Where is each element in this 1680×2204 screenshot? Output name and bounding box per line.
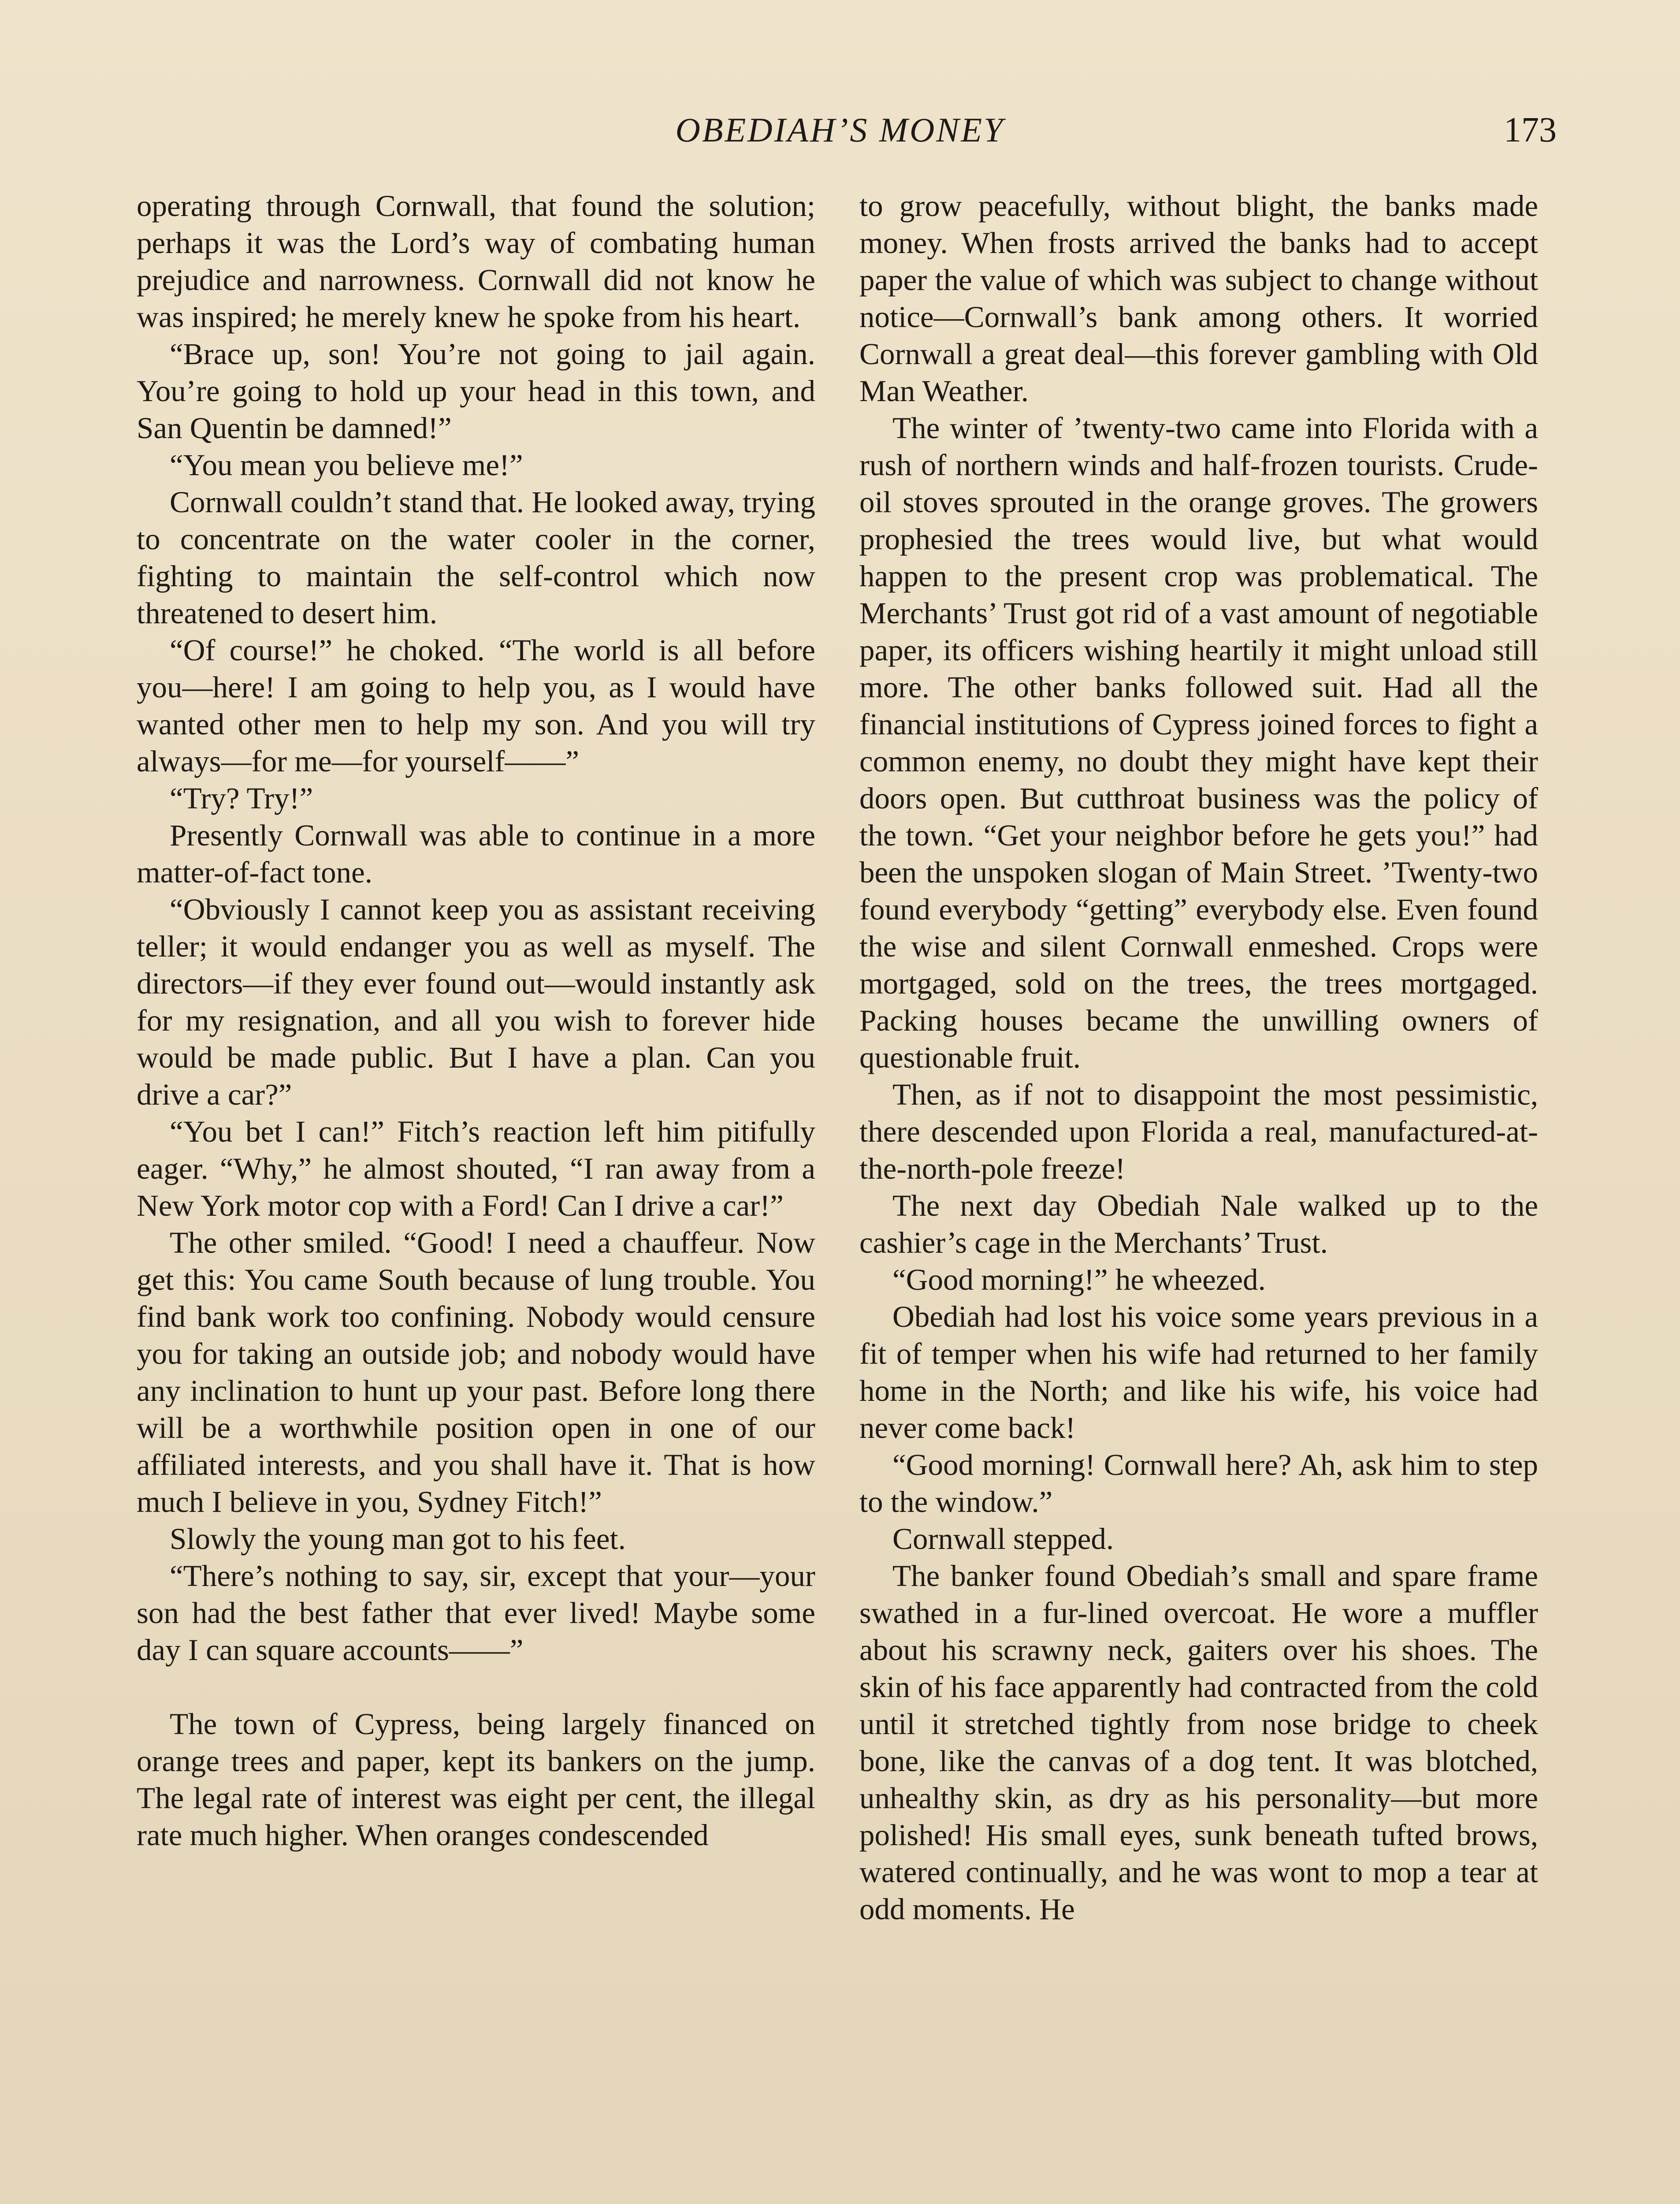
- paragraph: Cornwall stepped.: [892, 1522, 1114, 1556]
- page-number: 173: [1504, 111, 1557, 149]
- paragraph: “Brace up, son! You’re not going to jail again. You’re going to hold up your head in this town, and San Quentin be damned!”: [137, 337, 815, 445]
- paragraph: Then, as if not to disappoint the most pessimistic, there descended upon Florida a real, manufactured-at-the-north-pole freeze!: [859, 1078, 1538, 1185]
- paragraph: “Of course!” he choked. “The world is all before you—here! I am going to help you, as I would have wanted other men to help my son. And you will try always—for me—for yourself——”: [137, 633, 815, 778]
- paragraph: “You bet I can!” Fitch’s reaction left him pitifully eager. “Why,” he almost shouted, “I ran away from a New York motor cop with a Ford! Can I drive a car!”: [137, 1115, 815, 1222]
- paragraph: The other smiled. “Good! I need a chauffeur. Now get this: You came South because of lung trouble. You find bank work too confining. Nobody would censure you for taking an outside job; and nobody would have any inclination to hunt up your past. Before long there will be a worthwhile position open in one of our affiliated interests, and you shall have it. That is how much I believe in you, Sydney Fitch!”: [137, 1226, 815, 1519]
- paragraph: The banker found Obediah’s small and spare frame swathed in a fur-lined overcoat. He wore a muffler about his scrawny neck, gaiters over his shoes. The skin of his face apparently had contracted from the cold until it stretched tightly from nose bridge to cheek bone, like the canvas of a dog tent. It was blotched, unhealthy skin, as dry as his personality—but more polished! His small eyes, sunk beneath tufted brows, watered continually, and he was wont to mop a tear at odd moments. He: [859, 1559, 1538, 1926]
- paragraph: to grow peacefully, without blight, the banks made money. When frosts arrived the banks had to accept paper the value of which was subject to change without notice—Cornwall’s bank among others. It worried Cornwall a great deal—this forever gambling with Old Man Weather.: [859, 189, 1538, 408]
- page-header: [132, 110, 1557, 168]
- running-title: OBEDIAH’S MONEY: [675, 111, 1005, 149]
- paragraph: “You mean you believe me!”: [170, 448, 523, 482]
- right-column: [859, 187, 1538, 2204]
- paragraph: The winter of ’twenty-two came into Florida with a rush of northern winds and half-frozen tourists. Crude-oil stoves sprouted in the orange groves. The growers prophesied the trees would live, but what would happen to the present crop was problematical. The Merchants’ Trust got rid of a vast amount of negotiable paper, its officers wishing heartily it might unload still more. The other banks followed suit. Had all the financial institutions of Cypress joined forces to fight a common enemy, no doubt they might have kept their doors open. But cutthroat business was the policy of the town. “Get your neighbor before he gets you!” had been the unspoken slogan of Main Street. ’Twenty-two found everybody “getting” everybody else. Even found the wise and silent Cornwall enmeshed. Crops were mortgaged, sold on the trees, the trees mortgaged. Packing houses became the unwilling owners of questionable fruit.: [859, 411, 1538, 1074]
- paragraph: Presently Cornwall was able to continue in a more matter-of-fact tone.: [137, 819, 815, 889]
- paragraph: “Try? Try!”: [170, 782, 313, 815]
- paragraph: Obediah had lost his voice some years previous in a fit of temper when his wife had returned to her family home in the North; and like his wife, his voice had never come back!: [859, 1300, 1538, 1445]
- paragraph: The next day Obediah Nale walked up to the cashier’s cage in the Merchants’ Trust.: [859, 1189, 1538, 1259]
- paragraph: “There’s nothing to say, sir, except that your—your son had the best father that ever lived! Maybe some day I can square accounts——”: [137, 1559, 815, 1667]
- paragraph: “Good morning! Cornwall here? Ah, ask him to step to the window.”: [859, 1448, 1538, 1519]
- paragraph: Cornwall couldn’t stand that. He looked away, trying to concentrate on the water cooler in the corner, fighting to maintain the self-control which now threatened to desert him.: [137, 485, 815, 630]
- paragraph: “Obviously I cannot keep you as assistant receiving teller; it would endanger you as well as myself. The directors—if they ever found out—would instantly ask for my resignation, and all you wish to forever hide would be made public. But I have a plan. Can you drive a car?”: [137, 893, 815, 1111]
- paragraph: “Good morning!” he wheezed.: [892, 1263, 1266, 1296]
- paragraph: operating through Cornwall, that found the solution; perhaps it was the Lord’s way of combating human prejudice and narrowness. Cornwall did not know he was inspired; he merely knew he spoke from his heart.: [137, 189, 815, 334]
- left-column: [137, 187, 815, 2204]
- paragraph: Slowly the young man got to his feet.: [170, 1522, 626, 1556]
- paragraph: The town of Cypress, being largely financed on orange trees and paper, kept its bankers on the jump. The legal rate of interest was eight per cent, the illegal rate much higher. When oranges condescended: [137, 1707, 815, 1852]
